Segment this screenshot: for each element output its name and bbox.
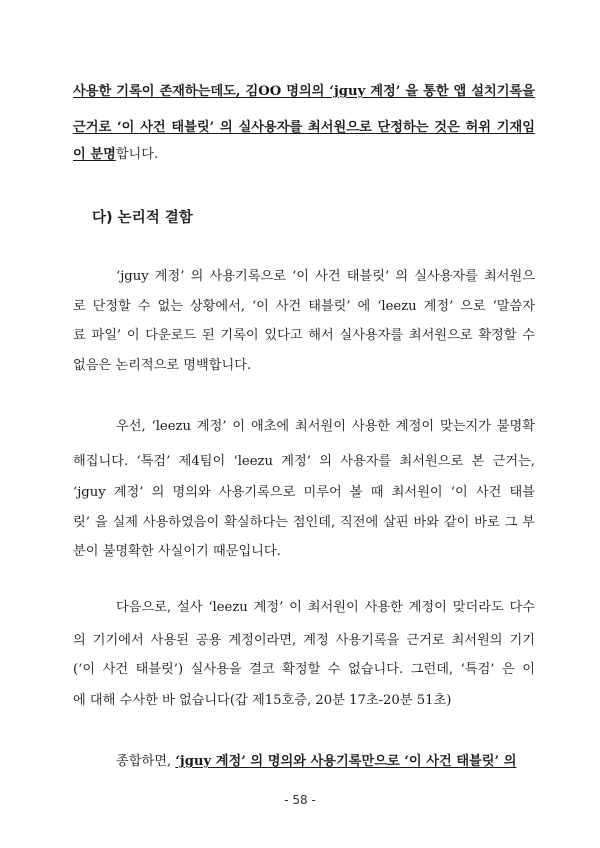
- body-text: 합니다.: [115, 147, 159, 162]
- text-line: 로 단정할 수 없는 상황에서, ‘이 사건 태블릿’ 에 ‘leezu 계정’ 으로 ‘말씀자: [73, 299, 535, 314]
- text-line: [116, 753, 535, 771]
- body-text: 종합하면,: [116, 754, 176, 769]
- emphasized-text: 근거로 ‘이 사건 태블릿’ 의 실사용자를 최서원으로 단정하는 것은 허위 기재임: [73, 120, 535, 135]
- emphasized-text: , 김OO 명의의 ‘jguy 계정’ 을 통한 앱 설치기록을: [235, 84, 535, 99]
- emphasized-text: 사용한 기록이 존재하는데도: [73, 84, 236, 99]
- emphasized-text: ‘jguy 계정’ 의 명의와 사용기록만으로 ‘이 사건 태블릿’ 의: [175, 754, 517, 769]
- text-line: ‘jguy 계정’ 의 명의와 사용기록으로 미루어 볼 때 최서원이 ‘이 사건 태블: [73, 485, 535, 500]
- emphasized-text: 이 분명: [73, 147, 116, 162]
- text-line: 다음으로, 설사 ‘leezu 계정’ 이 최서원이 사용한 계정이 맞더라도 다수: [116, 600, 535, 615]
- text-line: ‘jguy 계정’ 의 사용기록으로 ‘이 사건 태블릿’ 의 실사용자를 최서원으: [116, 269, 535, 284]
- text-line: 없음은 논리적으로 명백합니다.: [73, 358, 252, 373]
- page-number: - 58 -: [284, 793, 316, 807]
- text-line: 에 대해 수사한 바 없습니다(갑 제15호증, 20분 17초-20분 51초): [73, 693, 452, 708]
- text-line: [73, 119, 535, 137]
- text-line: 해집니다. ‘특검’ 제4팀이 ‘leezu 계정’ 의 사용자를 최서원으로 본 근거는,: [73, 454, 535, 469]
- text-line: (‘이 사건 태블릿’) 실사용을 결코 확정할 수 없습니다. 그런데, ‘특검’ 은 이: [73, 662, 535, 677]
- text-line: [73, 83, 535, 101]
- text-line: 의 기기에서 사용된 공용 계정이라면, 계정 사용기록을 근거로 최서원의 기기: [73, 633, 535, 648]
- text-line: 분이 불명확한 사실이기 때문입니다.: [73, 544, 281, 559]
- text-line: [73, 146, 535, 164]
- section-heading: 다) 논리적 결함: [92, 210, 193, 226]
- text-line: 료 파일’ 이 다운로드 된 기록이 있다고 해서 실사용자를 최서원으로 확정할 수: [73, 328, 535, 343]
- text-line: 릿’ 을 실제 사용하였음이 확실하다는 점인데, 직전에 살핀 바와 같이 바로 그 부: [73, 515, 535, 530]
- text-line: 우선, ‘leezu 계정’ 이 애초에 최서원이 사용한 계정이 맞는지가 불명확: [116, 419, 535, 434]
